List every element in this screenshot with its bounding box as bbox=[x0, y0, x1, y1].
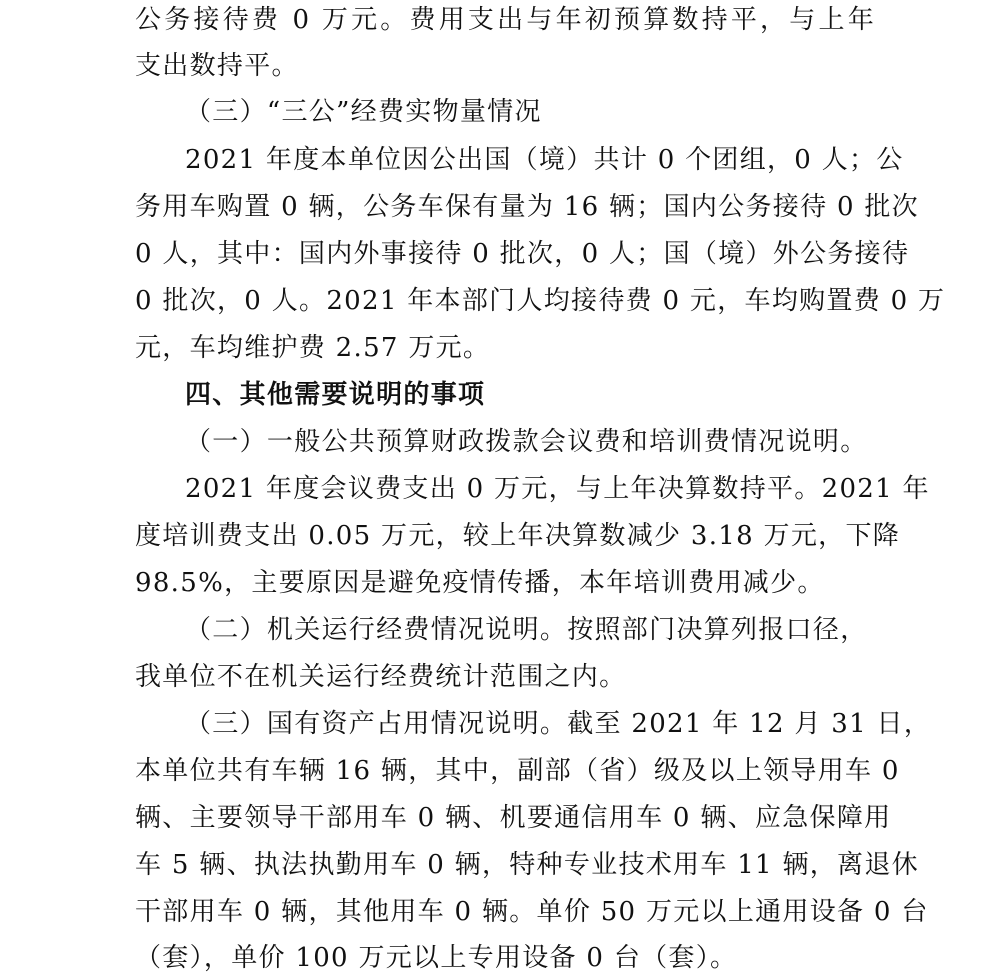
paragraph-line: 辆、主要领导干部用车 0 辆、机要通信用车 0 辆、应急保障用 bbox=[135, 803, 892, 833]
subsection-heading: （三）国有资产占用情况说明 bbox=[185, 709, 540, 739]
section-heading: 四、其他需要说明的事项 bbox=[185, 380, 486, 410]
paragraph-line bbox=[185, 706, 932, 742]
section-heading: （三）“三公”经费实物量情况 bbox=[185, 97, 542, 127]
paragraph-line: 车 5 辆、执法执勤用车 0 辆，特种专业技术用车 11 辆，离退休 bbox=[135, 850, 919, 880]
paragraph-line: 0 批次，0 人。2021 年本部门人均接待费 0 元，车均购置费 0 万 bbox=[135, 286, 946, 316]
paragraph-line: （套），单价 100 万元以上专用设备 0 台（套）。 bbox=[135, 943, 738, 973]
paragraph-line: 公务接待费 0 万元。费用支出与年初预算数持平，与上年 bbox=[135, 5, 875, 35]
paragraph-text: 。截至 2021 年 12 月 31 日， bbox=[539, 709, 932, 739]
paragraph-line: 元，车均维护费 2.57 万元。 bbox=[135, 333, 491, 363]
paragraph-line: 2021 年度会议费支出 0 万元，与上年决算数持平。2021 年 bbox=[185, 474, 930, 504]
paragraph-line: 度培训费支出 0.05 万元，较上年决算数减少 3.18 万元，下降 bbox=[135, 521, 901, 551]
paragraph-text: 。按照部门决算列报口径， bbox=[539, 615, 868, 645]
subsection-heading: （二）机关运行经费情况说明 bbox=[185, 615, 540, 645]
paragraph-line: 2021 年度本单位因公出国（境）共计 0 个团组，0 人；公 bbox=[185, 145, 904, 175]
paragraph-line: 我单位不在机关运行经费统计范围之内。 bbox=[135, 662, 627, 692]
paragraph-line: 干部用车 0 辆，其他用车 0 辆。单价 50 万元以上通用设备 0 台 bbox=[135, 897, 929, 927]
paragraph-line: 支出数持平。 bbox=[135, 51, 299, 81]
paragraph-line: 务用车购置 0 辆，公务车保有量为 16 辆；国内公务接待 0 批次 bbox=[135, 192, 919, 222]
paragraph-line: 本单位共有车辆 16 辆，其中，副部（省）级及以上领导用车 0 bbox=[135, 756, 900, 786]
paragraph-line: 0 人，其中：国内外事接待 0 批次，0 人；国（境）外公务接待 bbox=[135, 239, 910, 269]
paragraph-line: 98.5%，主要原因是避免疫情传播，本年培训费用减少。 bbox=[135, 568, 825, 598]
subsection-heading: （一）一般公共预算财政拨款会议费和培训费情况说明。 bbox=[185, 427, 868, 457]
paragraph-line bbox=[185, 612, 873, 648]
